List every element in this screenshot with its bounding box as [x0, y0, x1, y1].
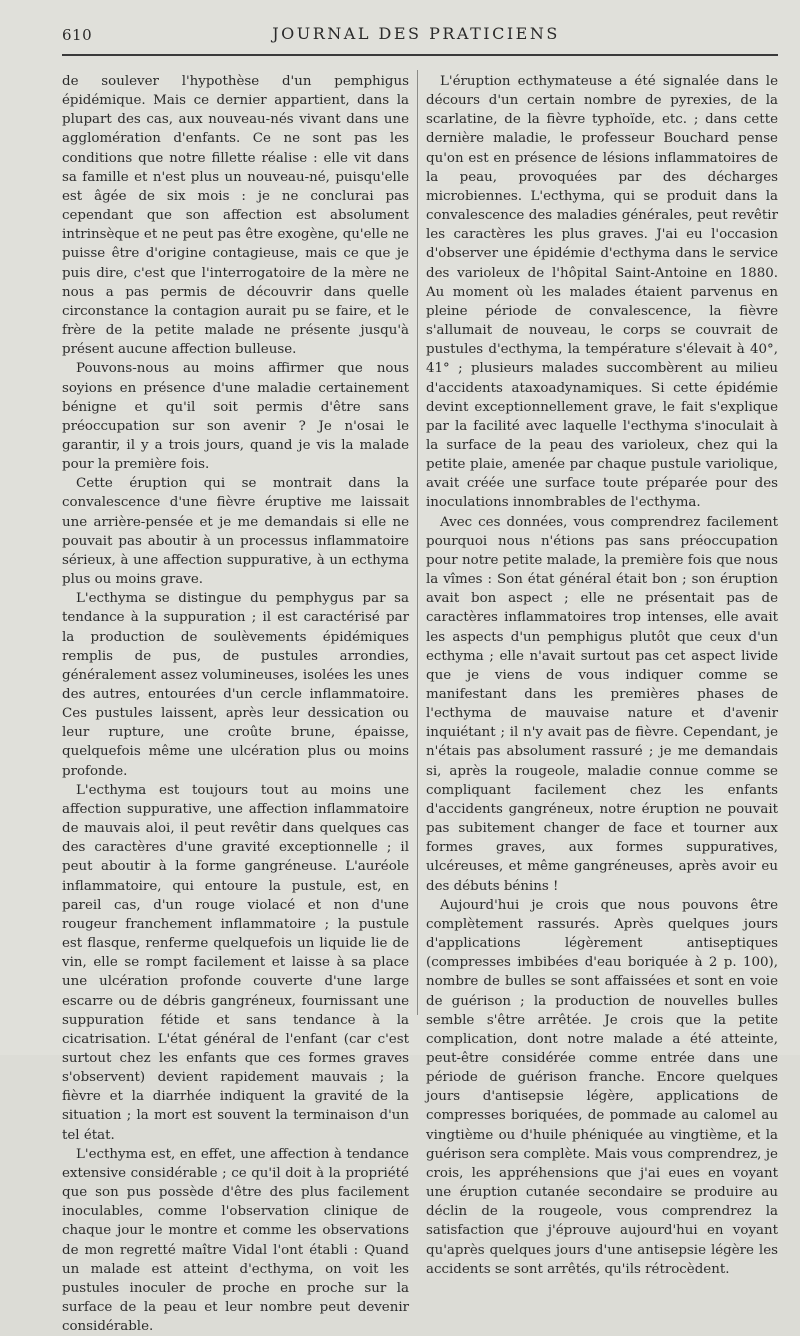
paragraph: L'ecthyma se distingue du pemphygus par sa tendance à la suppuration ; il est caractérisé par la production de soulèvements épidémiques remplis de pus, de pustules arrondies, généralement assez volumineuses, isolées les unes des autres, entourées d'un cercle inflammatoire. Ces pustules laissent, après leur dessication ou leur rupture, une croûte brune, épaisse, quelquefois même une ulcération plus ou moins profonde. [62, 591, 409, 779]
header-rule [62, 54, 778, 56]
paragraph: Aujourd'hui je crois que nous pouvons être complètement rassurés. Après quelques jours d'applications légèrement antiseptiques (compresses imbibées d'eau boriquée à 2 p. 100), nombre de bulles se sont affaissées et sont en voie de guérison ; la production de nouvelles bulles semble s'être arrêtée. Je crois que la petite complication, dont notre malade a été atteinte, peut-être considérée comme entrée dans une période de guérison franche. Encore quelques jours d'antisepsie légère, applications de compresses boriquées, de pommade au calomel au vingtième ou d'huile phéniquée au vingtième, et la guérison sera complète. Mais vous comprendrez, je crois, les appréhensions que j'ai eues en voyant une éruption cutanée secondaire se produire au déclin de la rougeole, vous comprendrez la satisfaction que j'éprouve aujourd'hui en voyant qu'après quelques jours d'une antisepsie légère les accidents se sont arrêtés, qu'ils rétrocèdent. [426, 897, 778, 1277]
paragraph: L'ecthyma est toujours tout au moins une affection suppurative, une affection inflammatoire de mauvais aloi, il peut revêtir dans quelques cas des caractères d'une gravité exceptionnelle ; il peut aboutir à la forme gangréneuse. L'auréole inflammatoire, qui entoure la pustule, est, en pareil cas, d'un rouge violacé et non d'une rougeur franchement inflammatoire ; la pustule est flasque, renferme quelquefois un liquide lie de vin, elle se rompt facilement et laisse à sa place une ulcération profonde couverte d'une large escarre ou de débris gangréneux, fournissant une suppuration fétide et sans tendance à la cicatrisation. L'état général de l'enfant (car c'est surtout chez les enfants que ces formes graves s'observent) devient rapidement mauvais ; la fièvre et la diarrhée indiquent la gravité de la situation ; la mort est souvent la terminaison d'un tel état. [62, 782, 409, 1143]
column-divider [417, 70, 418, 1015]
journal-title: JOURNAL DES PRATICIENS [272, 24, 560, 43]
page-header [62, 22, 770, 50]
paragraph: Pouvons-nous au moins affirmer que nous soyions en présence d'une maladie certainement bénigne et qu'il soit permis d'être sans préoccupation sur son avenir ? Je n'osai le garantir, il y a trois jours, quand je vis la malade pour la première fois. [62, 361, 409, 473]
paragraph: L'ecthyma est, en effet, une affection à tendance extensive considérable ; ce qu'il doit à la propriété que son pus possède d'être des plus facilement inoculables, comme l'observation clinique de chaque jour le montre et comme les observations de mon regretté maître Vidal l'ont établi : Quand un malade est atteint d'ecthyma, on voit les pustules inoculer de proche en proche sur la surface de la peau et leur nombre peut devenir considérable. [62, 1146, 409, 1335]
paragraph: de soulever l'hypothèse d'un pemphigus épidémique. Mais ce dernier appartient, dans la plupart des cas, aux nouveau-nés vivant dans une agglomération d'enfants. Ce ne sont pas les conditions que notre fillette réalise : elle vit dans sa famille et n'est plus un nouveau-né, puisqu'elle est âgée de six mois : je ne conclurai pas cependant que son affection est absolument intrinsèque et ne peut pas être exogène, qu'elle ne puisse être d'origine contagieuse, mais ce que je puis dire, c'est que l'interrogatoire de la mère ne nous a pas permis de découvrir dans quelle circonstance la contagion aurait pu se faire, et le frère de la petite malade ne présente jusqu'à présent aucune affection bulleuse. [62, 74, 409, 358]
page-number: 610 [62, 26, 93, 44]
left-column [62, 72, 409, 1336]
paragraph: Avec ces données, vous comprendrez facilement pourquoi nous n'étions pas sans préoccupation pour notre petite malade, la première fois que nous la vîmes : Son état général était bon ; son éruption avait bon aspect ; elle ne présentait pas de caractères inflammatoires trop intenses, elle avait les aspects d'un pemphigus plutôt que ceux d'un ecthyma ; elle n'avait surtout pas cet aspect livide que je viens de vous indiquer comme se manifestant dans les premières phases de l'ecthyma de mauvaise nature et d'avenir inquiétant ; il n'y avait pas de fièvre. Cependant, je n'étais pas absolument rassuré ; je me demandais si, après la rougeole, maladie connue comme se compliquant facilement chez les enfants d'accidents gangréneux, notre éruption ne pouvait pas subitement changer de face et tourner aux formes graves, aux formes suppuratives, ulcéreuses, et même gangréneuses, après avoir eu des débuts bénins ! [426, 514, 778, 894]
right-column [426, 72, 778, 1279]
paragraph: Cette éruption qui se montrait dans la convalescence d'une fièvre éruptive me laissait une arrière-pensée et je me demandais si elle ne pouvait pas aboutir à un processus inflammatoire sérieux, à une affection suppurative, à un ecthyma plus ou moins grave. [62, 476, 409, 588]
paragraph: L'éruption ecthymateuse a été signalée dans le décours d'un certain nombre de pyrexies, de la scarlatine, de la fièvre typhoïde, etc. ; dans cette dernière maladie, le professeur Bouchard pense qu'on est en présence de lésions inflammatoires de la peau, provoquées par des décharges microbiennes. L'ecthyma, qui se produit dans la convalescence des maladies générales, peut revêtir les caractères les plus graves. J'ai eu l'occasion d'observer une épidémie d'ecthyma dans le service des varioleux de l'hôpital Saint-Antoine en 1880. Au moment où les malades étaient parvenus en pleine période de convalescence, la fièvre s'allumait de nouveau, le corps se couvrait de pustules d'ecthyma, la température s'élevait à 40°, 41° ; plusieurs malades succombèrent au milieu d'accidents ataxoadynamiques. Si cette épidémie devint exceptionnellement grave, le fait s'explique par la facilité avec laquelle l'ecthyma s'inoculait à la surface de la peau des varioleux, chez qui la petite plaie, amenée par chaque pustule variolique, avait créée une surface toute préparée pour des inoculations innombrables de l'ecthyma. [426, 74, 778, 511]
